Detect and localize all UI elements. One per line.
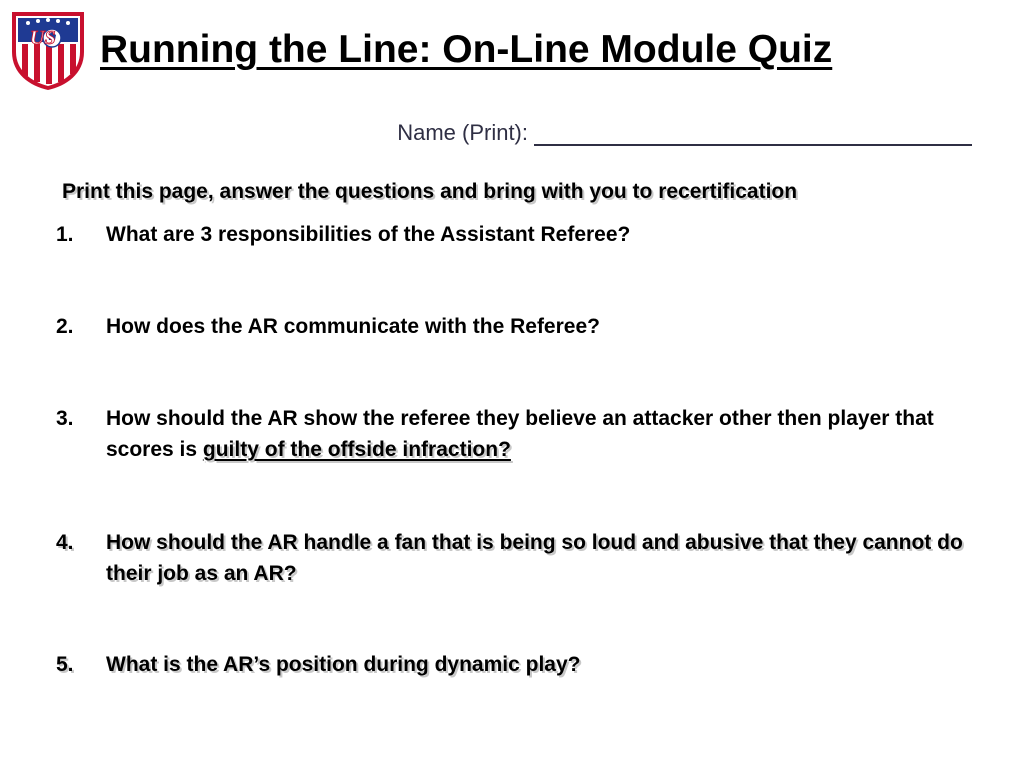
question-number: 3. xyxy=(56,407,74,430)
name-field[interactable] xyxy=(397,120,972,146)
question-1 xyxy=(56,219,996,250)
name-blank-line[interactable] xyxy=(534,122,972,146)
question-2 xyxy=(56,311,996,342)
question-4 xyxy=(56,527,996,589)
question-number: 4. xyxy=(56,531,74,554)
page-title: Running the Line: On-Line Module Quiz xyxy=(100,28,833,71)
question-text: What is the AR’s position during dynamic play? xyxy=(106,653,581,676)
us-soccer-crest-icon xyxy=(8,8,88,92)
question-text-underlined: guilty of the offside infraction? xyxy=(202,438,511,461)
question-text xyxy=(106,403,996,465)
name-label: Name (Print): xyxy=(397,120,528,145)
logo-text: US xyxy=(30,27,56,49)
question-text: How should the AR handle a fan that is being so loud and abusive that they cannot do their job as an AR? xyxy=(106,531,963,585)
question-text: What are 3 responsibilities of the Assistant Referee? xyxy=(106,223,631,246)
instruction-text: Print this page, answer the questions and bring with you to recertification xyxy=(62,180,798,203)
question-number: 5. xyxy=(56,653,74,676)
question-3 xyxy=(56,403,996,465)
question-5 xyxy=(56,649,996,680)
question-number: 1. xyxy=(56,223,74,246)
question-text: How does the AR communicate with the Referee? xyxy=(106,315,600,338)
question-number: 2. xyxy=(56,315,74,338)
question-text-part: How should the AR show the referee they believe an attacker other then player that scores is xyxy=(106,407,934,461)
